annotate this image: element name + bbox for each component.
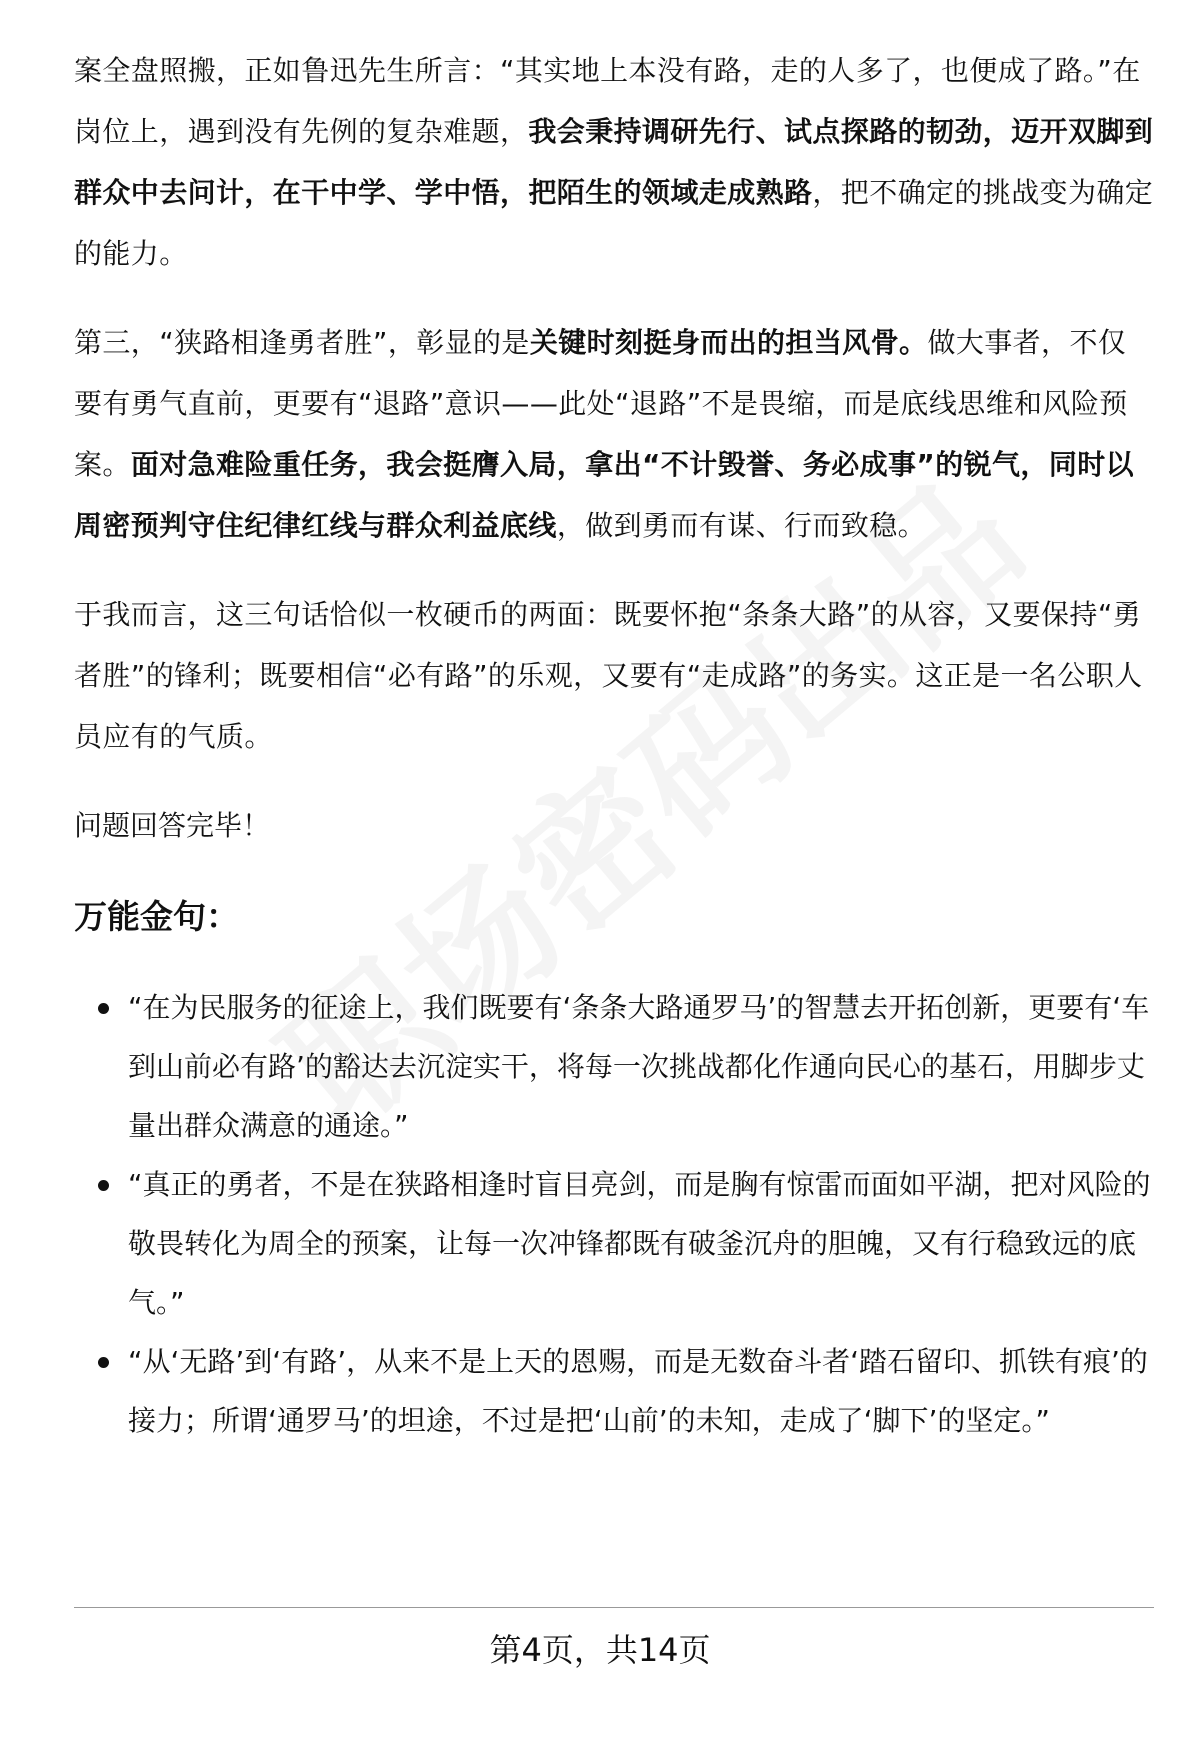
bold-text-run: 面对急难险重任务，我会挺膺入局，拿出“不计毁誉、务必成事”的锐气，同时以周密预判守住纪律红线与群众利益底线 xyxy=(74,448,1135,542)
list-item xyxy=(74,1155,1154,1332)
text-run: 案全盘照搬，正如鲁迅先生所言：“其实地上本没有路，走的人多了，也便成了路。”在岗位上，遇到没有先例的复杂难题， xyxy=(74,54,1141,148)
list-item xyxy=(74,1332,1154,1450)
text-run: ，把不确定的挑战变为确定的能力。 xyxy=(74,176,1154,270)
page-number: 第4页，共14页 xyxy=(489,1631,711,1669)
quote-list xyxy=(74,978,1154,1450)
bullet-icon xyxy=(98,1003,109,1014)
footer-divider xyxy=(74,1607,1154,1608)
document-body xyxy=(74,40,1154,1450)
list-item xyxy=(74,978,1154,1155)
quote-text: “真正的勇者，不是在狭路相逢时盲目亮剑，而是胸有惊雷而面如平湖，把对风险的敬畏转化为周全的预案，让每一次冲锋都既有破釜沉舟的胆魄，又有行稳致远的底气。” xyxy=(128,1168,1151,1319)
paragraph-3 xyxy=(74,312,1154,556)
paragraph-2 xyxy=(74,40,1154,284)
answer-complete: 问题回答完毕！ xyxy=(74,809,271,842)
text-run: 做大事者，不仅要有勇气直前，更要有“退路”意识——此处“退路”不是畏缩，而是底线思维和风险预案。 xyxy=(74,326,1128,481)
bullet-icon xyxy=(98,1357,109,1368)
text-run: 第三，“狭路相逢勇者胜”，彰显的是 xyxy=(74,326,530,359)
bullet-icon xyxy=(98,1180,109,1191)
text-run: ，做到勇而有谋、行而致稳。 xyxy=(556,509,927,542)
paragraph-conclusion: 于我而言，这三句话恰似一枚硬币的两面：既要怀抱“条条大路”的从容，又要保持“勇者胜”的锋利；既要相信“必有路”的乐观，又要有“走成路”的务实。这正是一名公职人员应有的气质。 xyxy=(74,598,1143,753)
quote-text: “在为民服务的征途上，我们既要有‘条条大路通罗马’的智慧去开拓创新，更要有‘车到山前必有路’的豁达去沉淀实干，将每一次挑战都化作通向民心的基石，用脚步丈量出群众满意的通途。” xyxy=(128,991,1150,1142)
quote-text: “从‘无路’到‘有路’，从来不是上天的恩赐，而是无数奋斗者‘踏石留印、抓铁有痕’的接力；所谓‘通罗马’的坦途，不过是把‘山前’的未知，走成了‘脚下’的坚定。” xyxy=(128,1345,1148,1437)
section-heading: 万能金句： xyxy=(74,897,239,936)
bold-text-run: 关键时刻挺身而出的担当风骨。 xyxy=(529,326,928,359)
bold-text-run: 我会秉持调研先行、试点探路的韧劲，迈开双脚到群众中去问计，在干中学、学中悟，把陌生的领域走成熟路 xyxy=(74,115,1154,209)
